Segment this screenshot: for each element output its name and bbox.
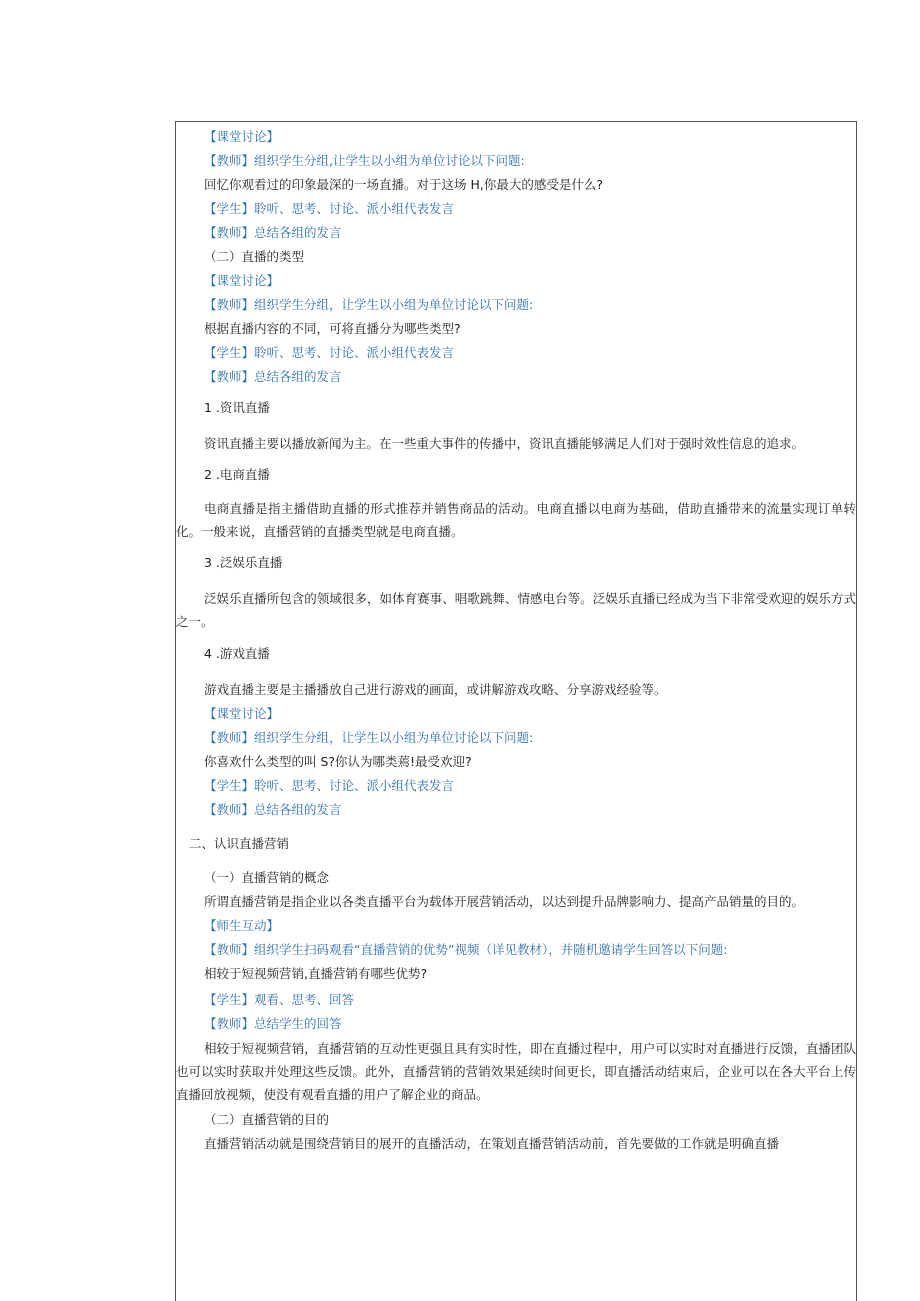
paragraph-purpose: 直播营销活动就是围绕营销目的展开的直播活动，在策划直播营销活动前，首先要做的工作就是明确直播 xyxy=(204,1136,780,1151)
paragraph-concept: 所谓直播营销是指企业以各类直播平台为载体开展营销活动，以达到提升品牌影响力、提高产品销量的目的。 xyxy=(204,894,805,909)
section-heading-live-marketing: 二、认识直播营销 xyxy=(189,836,290,851)
paragraph-advantages: 相较于短视频营销，直播营销的互动性更强且具有实时性，即在直播过程中，用户可以实时对直播进行反馈，直播团队也可以实时获取并处理这些反馈。此外，直播营销的营销效果延续时间更长，即直播活动结束后，企业可以在各大平台上传直播回放视频，使没有观看直播的用户了解企业的商品。 xyxy=(176,1041,856,1102)
teacher-instruction: 【教师】组织学生分组，让学生以小组为单位讨论以下问题: xyxy=(204,297,534,312)
subheading-entertainment-live: 3 .泛娱乐直播 xyxy=(204,555,283,570)
interaction-heading: 【师生互动】 xyxy=(204,918,280,933)
subheading-game-live: 4 .游戏直播 xyxy=(204,646,270,661)
paragraph-entertainment-live: 泛娱乐直播所包含的领域很多，如体育赛事、唱歌跳舞、情感电台等。泛娱乐直播已经成为当下非常受欢迎的娱乐方式之一。 xyxy=(176,591,856,629)
teacher-summary: 【教师】总结各组的发言 xyxy=(204,802,342,817)
teacher-instruction: 【教师】组织学生分组,让学生以小组为单位讨论以下问题: xyxy=(204,153,525,168)
student-activity: 【学生】聆听、思考、讨论、派小组代表发言 xyxy=(204,778,455,793)
discussion-question: 相较于短视频营销,直播营销有哪些优势? xyxy=(204,966,428,981)
classroom-discussion-heading: 【课堂讨论】 xyxy=(204,273,280,288)
discussion-question: 回忆你观看过的印象最深的一场直播。对于这场 H,你最大的感受是什么? xyxy=(204,177,603,192)
student-activity: 【学生】聆听、思考、讨论、派小组代表发言 xyxy=(204,345,455,360)
student-activity: 【学生】观看、思考、回答 xyxy=(204,992,355,1007)
subheading-news-live: 1 .资讯直播 xyxy=(204,400,270,415)
section-heading-live-types: （二）直播的类型 xyxy=(204,249,305,264)
paragraph-game-live: 游戏直播主要是主播播放自己进行游戏的画面，或讲解游戏攻略、分享游戏经验等。 xyxy=(204,682,667,697)
discussion-question: 根据直播内容的不同，可将直播分为哪些类型? xyxy=(204,321,461,336)
teacher-summary: 【教师】总结学生的回答 xyxy=(204,1016,342,1031)
teacher-summary: 【教师】总结各组的发言 xyxy=(204,225,342,240)
classroom-discussion-heading: 【课堂讨论】 xyxy=(204,706,280,721)
teacher-summary: 【教师】总结各组的发言 xyxy=(204,369,342,384)
subheading-concept: （一）直播营销的概念 xyxy=(204,870,330,885)
student-activity: 【学生】聆听、思考、讨论、派小组代表发言 xyxy=(204,201,455,216)
subheading-ecommerce-live: 2 .电商直播 xyxy=(204,467,270,482)
teacher-instruction: 【教师】组织学生扫码观看“直播营销的优势”视频（详见教材），并随机邀请学生回答以下问题: xyxy=(204,942,728,957)
paragraph-ecommerce-live: 电商直播是指主播借助直播的形式推荐并销售商品的活动。电商直播以电商为基础，借助直播带来的流量实现订单转化。一般来说，直播营销的直播类型就是电商直播。 xyxy=(176,501,856,539)
classroom-discussion-heading: 【课堂讨论】 xyxy=(204,129,280,144)
teacher-instruction: 【教师】组织学生分组，让学生以小组为单位讨论以下问题: xyxy=(204,730,534,745)
subheading-purpose: （二）直播营销的目的 xyxy=(204,1112,330,1127)
discussion-question: 你喜欢什么类型的叫 S?你认为哪类蔫!最受欢迎? xyxy=(204,754,472,769)
paragraph-news-live: 资讯直播主要以播放新闻为主。在一些重大事件的传播中，资讯直播能够满足人们对于强时效性信息的追求。 xyxy=(204,436,805,451)
